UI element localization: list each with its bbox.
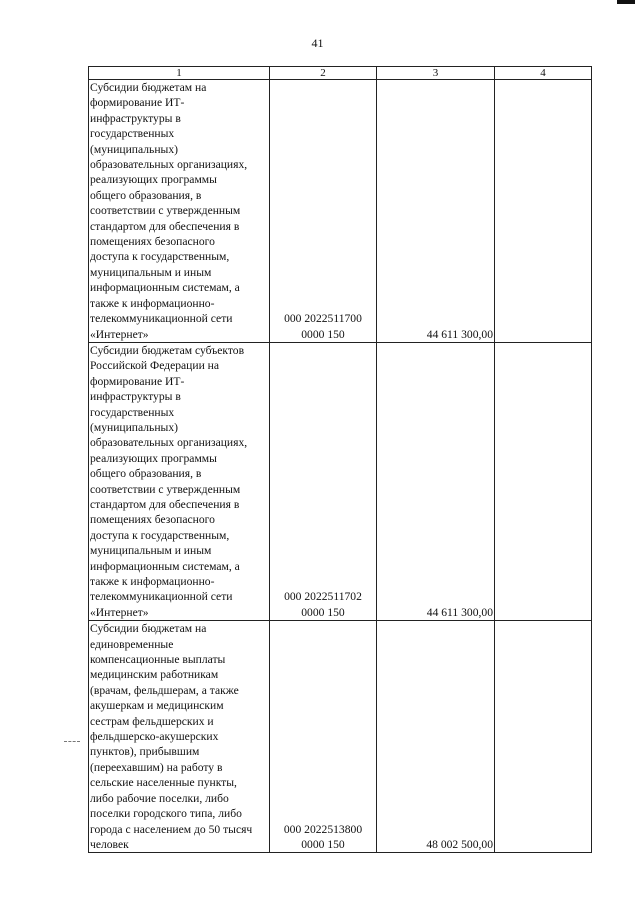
table-row xyxy=(89,342,592,620)
column-header-3: 3 xyxy=(377,67,495,80)
description-cell xyxy=(89,621,270,853)
corner-mark xyxy=(617,0,635,4)
empty-cell xyxy=(495,621,592,853)
code-cell xyxy=(270,342,377,620)
table-row xyxy=(89,621,592,853)
column-header-1: 1 xyxy=(89,67,270,80)
empty-cell xyxy=(495,80,592,343)
row-code: 000 2022511702 0000 150 xyxy=(284,590,362,619)
amount-cell xyxy=(377,342,495,620)
row-description: Субсидии бюджетам на единовременные компенсационные выплаты медицинским работникам (врачам, фельдшерам, а также акушеркам и медицинским сестрам фельдшерских и фельдшерско-акушерских пунктов), прибывшим (переехавшим) на работу в сельские населенные пункты, либо рабочие поселки, либо поселки городского типа, либо города с населением до 50 тысяч человек xyxy=(90,622,253,851)
amount-cell xyxy=(377,80,495,343)
table-header-row xyxy=(89,67,592,80)
row-amount: 48 002 500,00 xyxy=(426,837,493,851)
page-number: 41 xyxy=(311,36,324,50)
row-code: 000 2022511700 0000 150 xyxy=(284,312,362,341)
row-description: Субсидии бюджетам на формирование ИТ- инфраструктуры в государственных (муниципальных) образовательных организациях, реализующих программы общего образования, в соответствии с утвержденным стандартом для обеспечения в помещениях безопасного доступа к государственным, муниципальным и иным информационным системам, а также к информационно- телекоммуникационной сети «Интернет» xyxy=(90,81,248,341)
row-amount: 44 611 300,00 xyxy=(426,327,493,341)
column-header-2: 2 xyxy=(270,67,377,80)
column-header-4: 4 xyxy=(495,67,592,80)
code-cell xyxy=(270,621,377,853)
table-row xyxy=(89,80,592,343)
description-cell xyxy=(89,80,270,343)
description-cell xyxy=(89,342,270,620)
code-cell xyxy=(270,80,377,343)
row-code: 000 2022513800 0000 150 xyxy=(283,822,363,851)
empty-cell xyxy=(495,342,592,620)
amount-cell xyxy=(377,621,495,853)
row-amount: 44 611 300,00 xyxy=(426,605,493,619)
budget-table xyxy=(88,66,592,853)
margin-dash-mark xyxy=(64,741,80,743)
row-description: Субсидии бюджетам субъектов Российской Федерации на формирование ИТ- инфраструктуры в государственных (муниципальных) образовательных организациях, реализующих программы общего образования, в соответствии с утвержденным стандартом для обеспечения в помещениях безопасного доступа к государственным, муниципальным и иным информационным системам, а также к информационно- телекоммуникационной сети «Интернет» xyxy=(90,343,248,619)
